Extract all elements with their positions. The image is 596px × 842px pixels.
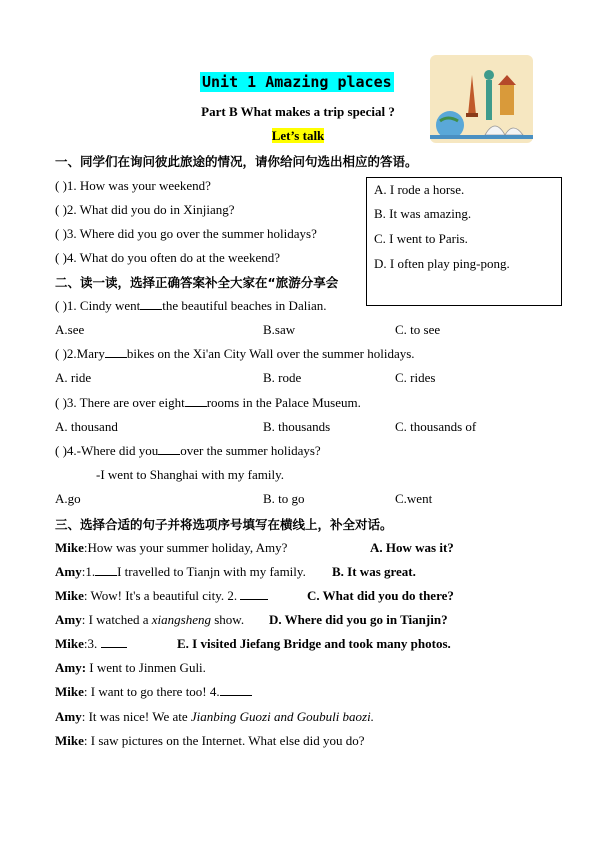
s1-question-2: ( )2. What did you do in Xinjiang? bbox=[55, 202, 235, 217]
s2-q1-option-b: B.saw bbox=[263, 322, 296, 337]
s1-question-3: ( )3. Where did you go over the summer holidays? bbox=[55, 226, 317, 241]
dialogue-line-8: Amy: It was nice! We ate Jianbing Guozi and Goubuli baozi. bbox=[55, 709, 374, 724]
s1-question-4: ( )4. What do you often do at the weekend? bbox=[55, 250, 281, 265]
option-b: B. It was great. bbox=[332, 564, 416, 579]
s2-question-1: ( )1. Cindy went the beautiful beaches in Dalian. bbox=[55, 298, 327, 313]
s2-q4-option-b: B. to go bbox=[263, 491, 305, 506]
dialogue-line-3: Mike: Wow! It's a beautiful city. 2. bbox=[55, 588, 268, 604]
page-title: Unit 1 Amazing places bbox=[202, 73, 392, 91]
answer-b: B. It was amazing. bbox=[374, 206, 472, 221]
section3-heading: 三、选择合适的句子并将选项序号填写在横线上，补全对话。 bbox=[55, 517, 393, 532]
dialogue-line-9: Mike: I saw pictures on the Internet. What else did you do? bbox=[55, 733, 365, 748]
s2-q3-option-b: B. thousands bbox=[263, 419, 331, 434]
s2-question-4: ( )4.-Where did you over the summer holidays? bbox=[55, 443, 321, 458]
dialogue-line-6: Amy: I went to Jinmen Guli. bbox=[55, 660, 206, 675]
s2-question-2: ( )2.Mary bikes on the Xi'an City Wall over the summer holidays. bbox=[55, 346, 415, 361]
s2-question-3: ( )3. There are over eight rooms in the Palace Museum. bbox=[55, 395, 361, 410]
dialogue-line-5: Mike:3. bbox=[55, 636, 127, 652]
s2-q3-option-c: C. thousands of bbox=[395, 419, 477, 434]
s2-q4-option-c: C.went bbox=[395, 491, 433, 506]
lets-talk-label: Let’s talk bbox=[271, 128, 325, 143]
answer-d: D. I often play ping-pong. bbox=[374, 256, 510, 271]
s2-q2-option-a: A. ride bbox=[55, 370, 92, 385]
section1-heading: 一、同学们在询问彼此旅途的情况，请你给问句选出相应的答语。 bbox=[55, 154, 418, 169]
s2-q4-option-a: A.go bbox=[55, 491, 81, 506]
s2-q2-option-b: B. rode bbox=[263, 370, 302, 385]
answer-c: C. I went to Paris. bbox=[374, 231, 468, 246]
answer-a: A. I rode a horse. bbox=[374, 182, 465, 197]
dialogue-line-2: Amy:1. I travelled to Tianjn with my family. bbox=[55, 564, 306, 579]
s2-q1-option-a: A.see bbox=[55, 322, 85, 337]
option-d: D. Where did you go in Tianjin? bbox=[269, 612, 448, 627]
option-e: E. I visited Jiefang Bridge and took many photos. bbox=[177, 636, 451, 651]
section2-heading: 二、读一读，选择正确答案补全大家在“旅游分享会 bbox=[55, 275, 339, 290]
s2-q4-reply: -I went to Shanghai with my family. bbox=[96, 467, 284, 482]
option-c: C. What did you do there? bbox=[307, 588, 454, 603]
s2-q1-option-c: C. to see bbox=[395, 322, 441, 337]
dialogue-line-4: Amy: I watched a xiangsheng show. bbox=[55, 612, 245, 627]
s2-q2-option-c: C. rides bbox=[395, 370, 436, 385]
s2-q3-option-a: A. thousand bbox=[55, 419, 118, 434]
answer-box bbox=[366, 177, 562, 306]
dialogue-line-1: Mike:How was your summer holiday, Amy? bbox=[55, 540, 288, 555]
s1-question-1: ( )1. How was your weekend? bbox=[55, 178, 211, 193]
dialogue-line-7: Mike: I want to go there too! 4. bbox=[55, 684, 252, 700]
option-a: A. How was it? bbox=[370, 540, 454, 555]
subtitle: Part B What makes a trip special ? bbox=[201, 104, 395, 119]
